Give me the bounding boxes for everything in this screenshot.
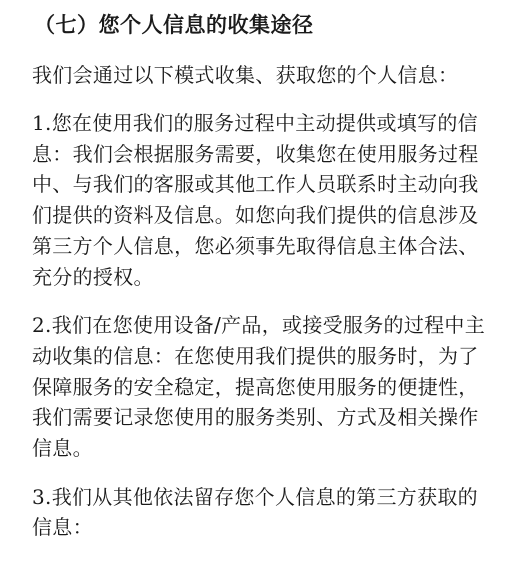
list-item-line: 第三方个人信息，您必须事先取得信息主体合法、	[32, 233, 479, 258]
list-item-1	[32, 108, 502, 292]
intro-paragraph: 我们会通过以下模式收集、获取您的个人信息：	[32, 63, 459, 87]
section-heading: （七）您个人信息的收集途径	[34, 13, 314, 37]
list-item-line: 信息。	[32, 436, 93, 461]
list-item-line: 动收集的信息：在您使用我们提供的服务时，为了	[32, 343, 479, 368]
list-item-line: 们提供的资料及信息。如您向我们提供的信息涉及	[32, 203, 479, 228]
list-item-line: 保障服务的安全稳定，提高您使用服务的便捷性，	[32, 374, 479, 399]
list-item-number: 1.	[32, 111, 52, 135]
list-item-line: 1.您在使用我们的服务过程中主动提供或填写的信	[32, 111, 478, 135]
list-item-number: 3.	[32, 484, 52, 509]
list-item-line: 我们需要记录您使用的服务类别、方式及相关操作	[32, 405, 479, 430]
list-item-number: 2.	[32, 313, 52, 338]
list-item-line: 2.我们在您使用设备/产品，或接受服务的过程中主	[32, 313, 486, 338]
list-item-line: 信息：	[32, 515, 93, 540]
list-item-line: 中、与我们的客服或其他工作人员联系时主动向我	[32, 172, 479, 197]
list-item-3	[32, 482, 502, 543]
list-item-line: 3.我们从其他依法留存您个人信息的第三方获取的	[32, 484, 478, 509]
list-item-2	[32, 310, 502, 464]
list-item-line: 充分的授权。	[32, 264, 154, 289]
list-item-line: 息：我们会根据服务需要，收集您在使用服务过程	[32, 141, 479, 166]
